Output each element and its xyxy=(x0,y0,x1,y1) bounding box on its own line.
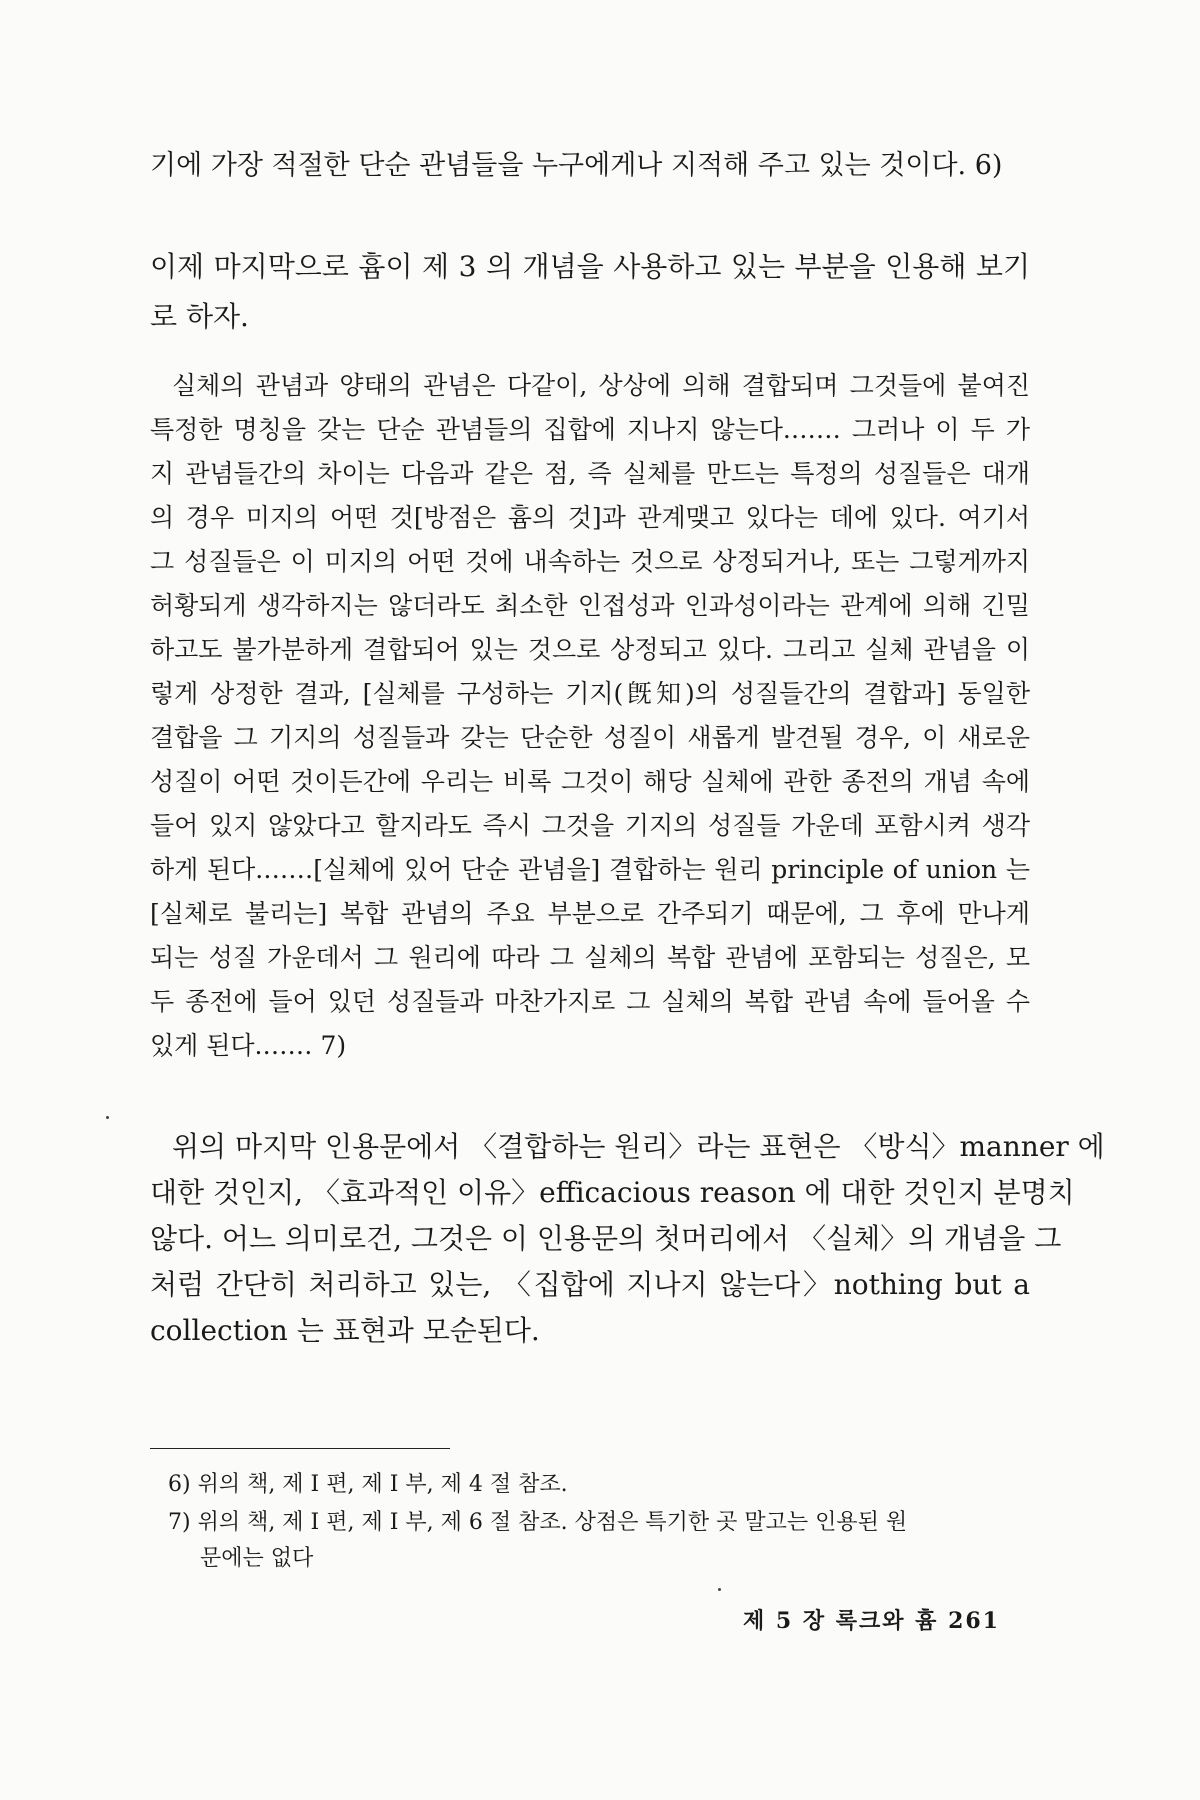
continuation-line: 기에 가장 적절한 단순 관념들을 누구에게나 지적해 주고 있는 것이다. 6) xyxy=(150,150,1003,181)
quote-line: 지 관념들간의 차이는 다음과 같은 점, 즉 실체를 만드는 특정의 성질들은 대개 xyxy=(150,459,1030,488)
quote-line: 들어 있지 않았다고 할지라도 즉시 그것을 기지의 성질들 가운데 포함시켜 생각 xyxy=(150,811,1030,840)
quote-line: 그 성질들은 이 미지의 어떤 것에 내속하는 것으로 상정되거나, 또는 그렇게까지 xyxy=(150,547,1030,576)
quote-line: 성질이 어떤 것이든간에 우리는 비록 그것이 해당 실체에 관한 종전의 개념 속에 xyxy=(150,767,1030,796)
quote-line: [실체로 불리는] 복합 관념의 주요 부분으로 간주되기 때문에, 그 후에 만나게 xyxy=(150,899,1030,928)
quote-line: 하고도 불가분하게 결합되어 있는 것으로 상정되고 있다. 그리고 실체 관념을 이 xyxy=(150,635,1030,664)
quote-line: 결합을 그 기지의 성질들과 갖는 단순한 성질이 새롭게 발견될 경우, 이 새로운 xyxy=(150,723,1030,752)
quote-line: 있게 된다.…… 7) xyxy=(150,1031,347,1060)
intro-line: 로 하자. xyxy=(150,300,249,333)
quote-line: 특정한 명칭을 갖는 단순 관념들의 집합에 지나지 않는다.…… 그러나 이 두 가 xyxy=(150,415,1030,444)
quote-line: 실체의 관념과 양태의 관념은 다같이, 상상에 의해 결합되며 그것들에 붙여진 xyxy=(172,371,1030,400)
quote-line: 하게 된다.……[실체에 있어 단순 관념을] 결합하는 원리 principle of union 는 xyxy=(150,855,1030,884)
footnote-7-continued: 문에는 없다 xyxy=(200,1546,314,1571)
footnote-7: 7) 위의 책, 제 I 편, 제 I 부, 제 6 절 참조. 상점은 특기한 곳 말고는 인용된 원 xyxy=(168,1510,908,1535)
footnote-divider xyxy=(150,1448,450,1449)
intro-line: 이제 마지막으로 흄이 제 3 의 개념을 사용하고 있는 부분을 인용해 보기 xyxy=(150,250,1030,283)
quote-line: 두 종전에 들어 있던 성질들과 마찬가지로 그 실체의 복합 관념 속에 들어올 수 xyxy=(150,987,1030,1016)
quote-line: 렇게 상정한 결과, [실체를 구성하는 기지(旣知)의 성질들간의 결합과] 동일한 xyxy=(150,679,1030,708)
commentary-line: 대한 것인지, 〈효과적인 이유〉efficacious reason 에 대한 것인지 분명치 xyxy=(150,1176,1075,1209)
quote-line: 의 경우 미지의 어떤 것[방점은 흄의 것]과 관계맺고 있다는 데에 있다. 여기서 xyxy=(150,503,1030,532)
commentary-line: 처럼 간단히 처리하고 있는, 〈집합에 지나지 않는다〉nothing but a xyxy=(150,1268,1030,1301)
quote-line: 허황되게 생각하지는 않더라도 최소한 인접성과 인과성이라는 관계에 의해 긴밀 xyxy=(150,591,1030,620)
footnote-6: 6) 위의 책, 제 I 편, 제 I 부, 제 4 절 참조. xyxy=(168,1472,568,1497)
commentary-line: 않다. 어느 의미로건, 그것은 이 인용문의 첫머리에서 〈실체〉의 개념을 그 xyxy=(150,1222,1062,1255)
scan-speck xyxy=(718,1588,721,1591)
commentary-line: collection 는 표현과 모순된다. xyxy=(150,1314,540,1347)
quote-line: 되는 성질 가운데서 그 원리에 따라 그 실체의 복합 관념에 포함되는 성질은, 모 xyxy=(150,943,1030,972)
commentary-line: 위의 마지막 인용문에서 〈결합하는 원리〉라는 표현은 〈방식〉manner 에 xyxy=(172,1130,1105,1163)
running-footer: 제 5 장 록크와 흄 261 xyxy=(742,1608,1000,1634)
scan-speck xyxy=(106,1116,109,1119)
